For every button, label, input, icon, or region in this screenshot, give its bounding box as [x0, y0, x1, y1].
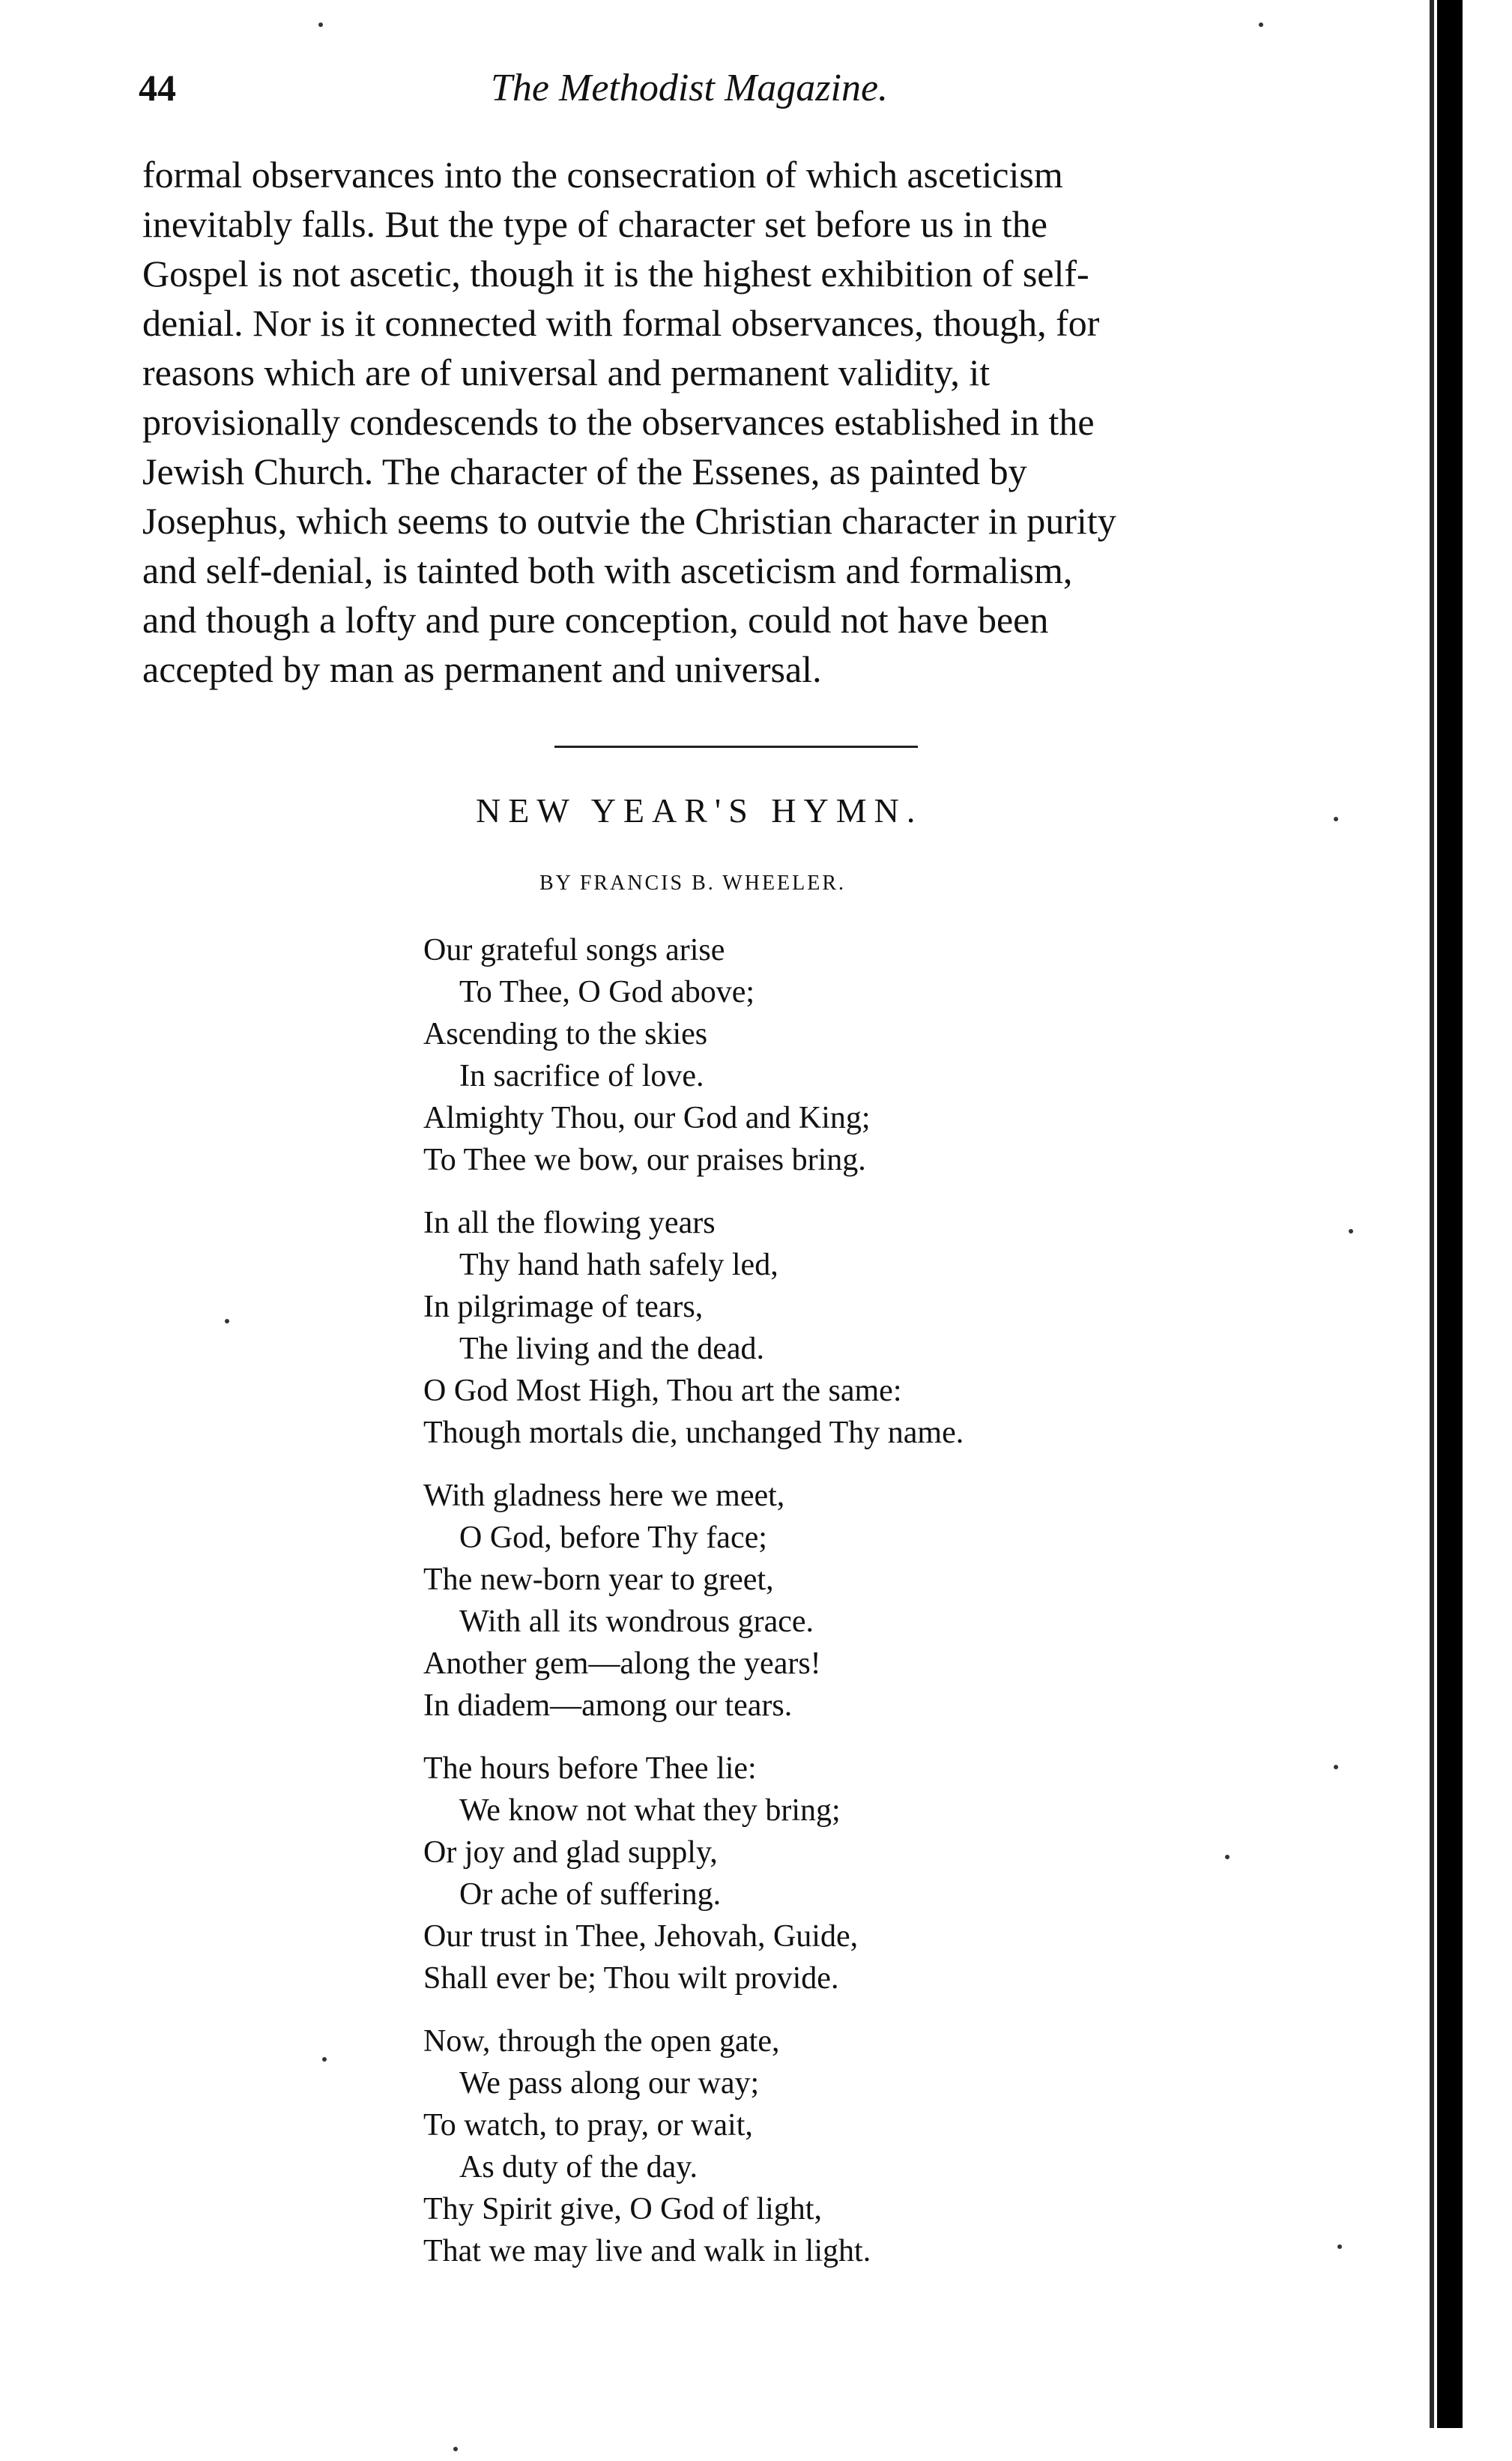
verse-line: With gladness here we meet,: [423, 1479, 785, 1513]
scan-speck: [1334, 817, 1338, 821]
binding-shadow: [1430, 0, 1434, 2428]
scan-speck: [318, 22, 323, 27]
prose-line: provisionally condescends to the observances established in the: [142, 401, 1095, 443]
verse-line: In diadem—among our tears.: [423, 1688, 793, 1723]
prose-line: inevitably falls. But the type of character set before us in the: [142, 203, 1047, 245]
verse-line: The living and the dead.: [459, 1332, 765, 1366]
prose-line: accepted by man as permanent and universal.: [142, 648, 822, 690]
verse-line: That we may live and walk in light.: [423, 2234, 871, 2268]
verse-line: Or joy and glad supply,: [423, 1835, 718, 1870]
page-header: [139, 66, 1352, 118]
verse-line: Our grateful songs arise: [423, 933, 725, 967]
verse-line: As duty of the day.: [459, 2150, 698, 2184]
prose-line: formal observances into the consecration of which asceticism: [142, 154, 1063, 196]
hymn-body: [423, 929, 1285, 2293]
verse-line: In sacrifice of love.: [459, 1059, 704, 1093]
verse-line: Thy Spirit give, O God of light,: [423, 2192, 822, 2226]
prose-line: Gospel is not ascetic, though it is the highest exhibition of self-: [142, 253, 1089, 295]
verse-line: Another gem—along the years!: [423, 1646, 821, 1681]
binding-spine: [1437, 0, 1463, 2428]
stanza-3: [423, 1475, 1285, 1727]
prose-line: denial. Nor is it connected with formal observances, though, for: [142, 302, 1100, 344]
verse-line: In pilgrimage of tears,: [423, 1290, 704, 1324]
verse-line: Ascending to the skies: [423, 1017, 708, 1051]
hymn-title: NEW YEAR'S HYMN.: [476, 791, 923, 830]
stanza-5: [423, 2020, 1285, 2272]
hymn-byline: BY FRANCIS B. WHEELER.: [539, 872, 847, 895]
prose-line: Josephus, which seems to outvie the Christian character in purity: [142, 500, 1116, 542]
page-number: 44: [139, 67, 176, 109]
verse-line: The hours before Thee lie:: [423, 1751, 757, 1786]
verse-line: To Thee we bow, our praises bring.: [423, 1143, 866, 1177]
scan-speck: [1337, 2244, 1342, 2249]
verse-line: O God Most High, Thou art the same:: [423, 1374, 902, 1408]
verse-line: The new-born year to greet,: [423, 1562, 774, 1597]
scan-speck: [1259, 22, 1263, 27]
prose-line: Jewish Church. The character of the Essenes, as painted by: [142, 450, 1027, 492]
verse-line: We know not what they bring;: [459, 1793, 841, 1828]
scan-speck: [1225, 1855, 1230, 1859]
section-divider: [554, 746, 918, 748]
stanza-2: [423, 1202, 1285, 1454]
verse-line: Almighty Thou, our God and King;: [423, 1101, 871, 1135]
stanza-4: [423, 1748, 1285, 1999]
verse-line: To Thee, O God above;: [459, 975, 755, 1009]
verse-line: Thy hand hath safely led,: [459, 1248, 778, 1282]
scan-speck: [453, 2447, 458, 2451]
verse-line: Though mortals die, unchanged Thy name.: [423, 1416, 964, 1450]
prose-line: and though a lofty and pure conception, could not have been: [142, 599, 1049, 641]
verse-line: O God, before Thy face;: [459, 1521, 767, 1555]
verse-line: Now, through the open gate,: [423, 2024, 780, 2059]
verse-line: To watch, to pray, or wait,: [423, 2108, 753, 2143]
verse-line: We pass along our way;: [459, 2066, 760, 2101]
prose-line: reasons which are of universal and permanent validity, it: [142, 351, 991, 393]
verse-line: Our trust in Thee, Jehovah, Guide,: [423, 1919, 859, 1954]
scan-speck: [1334, 1765, 1338, 1769]
verse-line: In all the flowing years: [423, 1206, 716, 1240]
scan-speck: [1349, 1229, 1353, 1233]
verse-line: With all its wondrous grace.: [459, 1604, 814, 1639]
verse-line: Shall ever be; Thou wilt provide.: [423, 1961, 839, 1996]
stanza-1: [423, 929, 1285, 1181]
verse-line: Or ache of suffering.: [459, 1877, 722, 1912]
running-title: The Methodist Magazine.: [491, 67, 889, 109]
scan-speck: [225, 1319, 229, 1323]
scan-speck: [322, 2057, 327, 2062]
prose-line: and self-denial, is tainted both with asceticism and formalism,: [142, 549, 1073, 591]
prose-paragraph: [142, 150, 1326, 694]
